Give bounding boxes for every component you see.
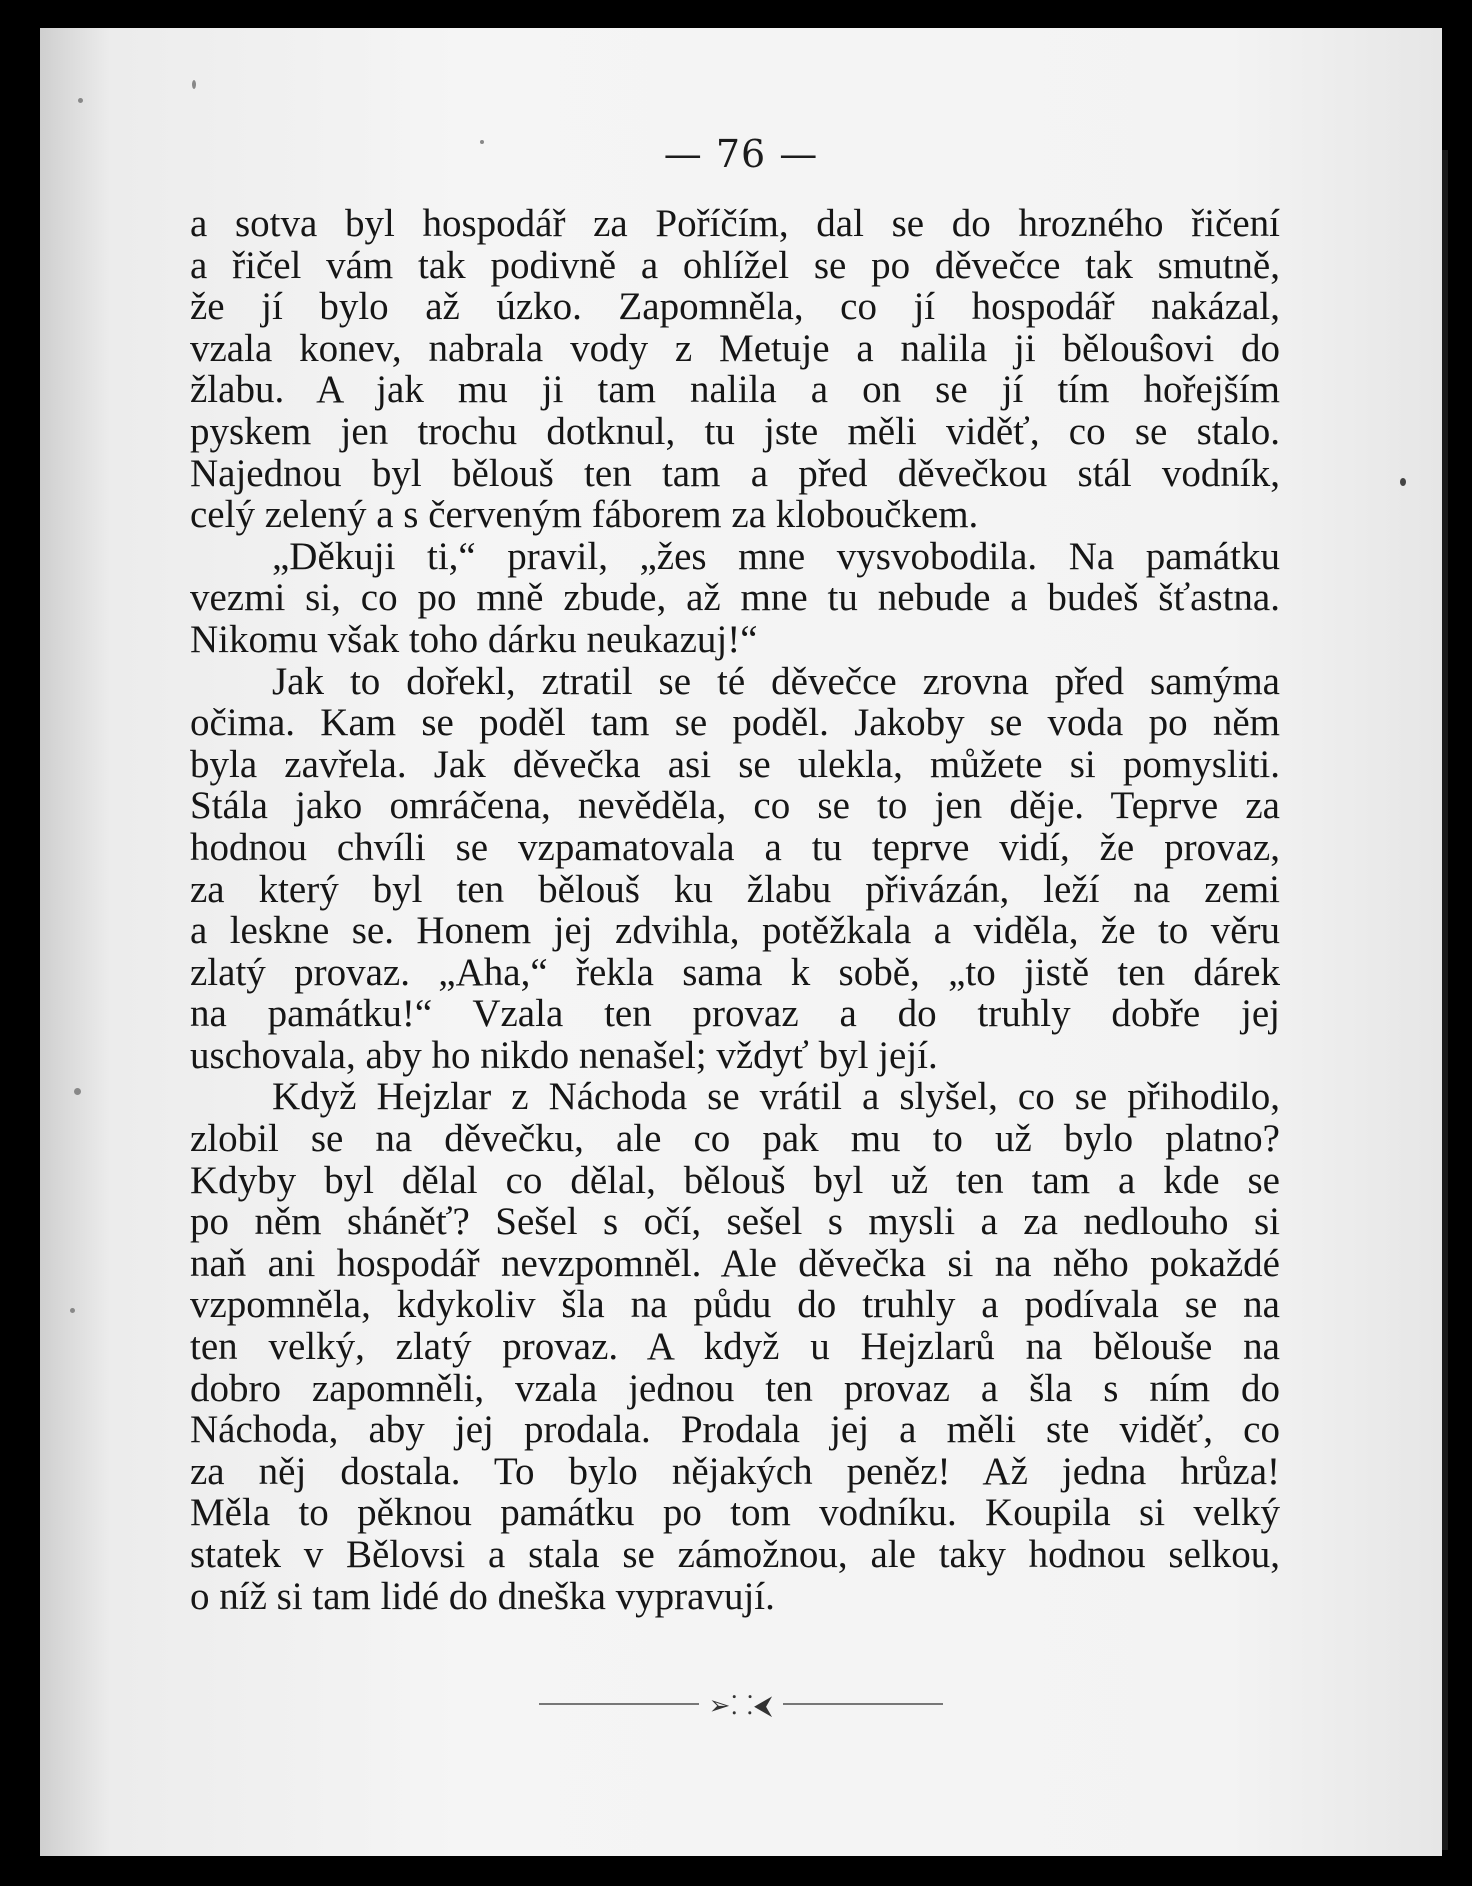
text-line: Nikomu však toho dárku neukazuj!“ — [190, 617, 758, 661]
text-line: a leskne se. Honem jej zdvihla, potěžkala a viděla, že to věru — [190, 909, 1280, 953]
text-line: byla zavřela. Jak děvečka asi se ulekla, můžete si pomysliti. — [190, 742, 1280, 786]
end-ornament — [40, 1686, 1442, 1722]
text-line: uschovala, aby ho nikdo nenašel; vždyť byl její. — [190, 1033, 938, 1077]
page-edge-shadow — [1442, 150, 1448, 1850]
text-line: žlabu. A jak mu ji tam nalila a on se jí tím hořejším — [190, 368, 1280, 412]
text-line: Stála jako omráčena, nevěděla, co se to jen děje. Teprve za — [190, 784, 1280, 828]
text-line: Když Hejzlar z Náchoda se vrátil a slyšel, co se přihodilo, — [272, 1075, 1280, 1119]
body-text — [190, 203, 1280, 1617]
paper-speck — [1400, 478, 1406, 486]
text-line: zlatý provaz. „Aha,“ řekla sama k sobě, „to jistě ten dárek — [190, 950, 1280, 994]
text-line: pyskem jen trochu dotknul, tu jste měli viděť, co se stalo. — [190, 409, 1280, 453]
ornament-rule-left — [539, 1703, 699, 1705]
ornament-rule-right — [783, 1703, 943, 1705]
paper-speck — [70, 1308, 75, 1313]
text-line: a řičel vám tak podivně a ohlížel se po děvečce tak smutně, — [190, 243, 1280, 287]
text-line: za něj dostala. To bylo nějakých peněz! Až jedna hrůza! — [190, 1449, 1280, 1493]
text-line: ten velký, zlatý provaz. A když u Hejzlarů na bělouše na — [190, 1325, 1280, 1369]
text-line: že jí bylo až úzko. Zapomněla, co jí hospodář nakázal, — [190, 285, 1280, 329]
text-line: Kdyby byl dělal co dělal, bělouš byl už ten tam a kde se — [190, 1158, 1280, 1202]
book-page — [40, 28, 1442, 1856]
text-line: vzpomněla, kdykoliv šla na půdu do truhly a podívala se na — [190, 1283, 1280, 1327]
text-line: vezmi si, co po mně zbude, až mne tu nebude a budeš šťastna. — [190, 576, 1280, 620]
text-line: Náchoda, aby jej prodala. Prodala jej a měli ste viděť, co — [190, 1408, 1280, 1452]
text-line: celý zelený a s červeným fáborem za kloboučkem. — [190, 493, 979, 537]
paper-speck — [192, 80, 196, 89]
text-line: dobro zapomněli, vzala jednou ten provaz a šla s ním do — [190, 1366, 1280, 1410]
text-line: o níž si tam lidé do dneška vypravují. — [190, 1574, 775, 1618]
text-line: statek v Bělovsi a stala se zámožnou, ale taky hodnou selkou, — [190, 1533, 1280, 1576]
text-line: za který byl ten bělouš ku žlabu přivázán, leží na zemi — [190, 867, 1280, 911]
text-line: naň ani hospodář nevzpomněl. Ale děvečka si na něho pokaždé — [190, 1241, 1280, 1285]
text-line: po něm sháněť? Sešel s očí, sešel s mysli a za nedlouho si — [190, 1200, 1280, 1244]
paper-speck — [74, 1088, 81, 1095]
ornament-glyph: ➢⸬⮜ — [708, 1691, 774, 1721]
text-line: „Děkuji ti,“ pravil, „žes mne vysvobodila. Na památku — [272, 534, 1280, 578]
text-line: Jak to dořekl, ztratil se té děvečce zrovna před samýma — [272, 659, 1280, 703]
text-line: Měla to pěknou památku po tom vodníku. Koupila si velký — [190, 1491, 1280, 1535]
text-line: na památku!“ Vzala ten provaz a do truhly dobře jej — [190, 992, 1280, 1036]
text-line: očima. Kam se poděl tam se poděl. Jakoby se voda po něm — [190, 701, 1280, 745]
text-line: Najednou byl bělouš ten tam a před děvečkou stál vodník, — [190, 451, 1280, 495]
text-line: a sotva byl hospodář za Poříčím, dal se do hrozného řičení — [190, 202, 1280, 245]
paper-speck — [78, 98, 83, 103]
page-number: — 76 — — [663, 132, 819, 176]
text-line: vzala konev, nabrala vody z Metuje a nalila ji bělouŝovi do — [190, 326, 1280, 370]
text-line: zlobil se na děvečku, ale co pak mu to už bylo platno? — [190, 1117, 1280, 1161]
text-line: hodnou chvíli se vzpamatovala a tu teprve vidí, že provaz, — [190, 825, 1280, 869]
